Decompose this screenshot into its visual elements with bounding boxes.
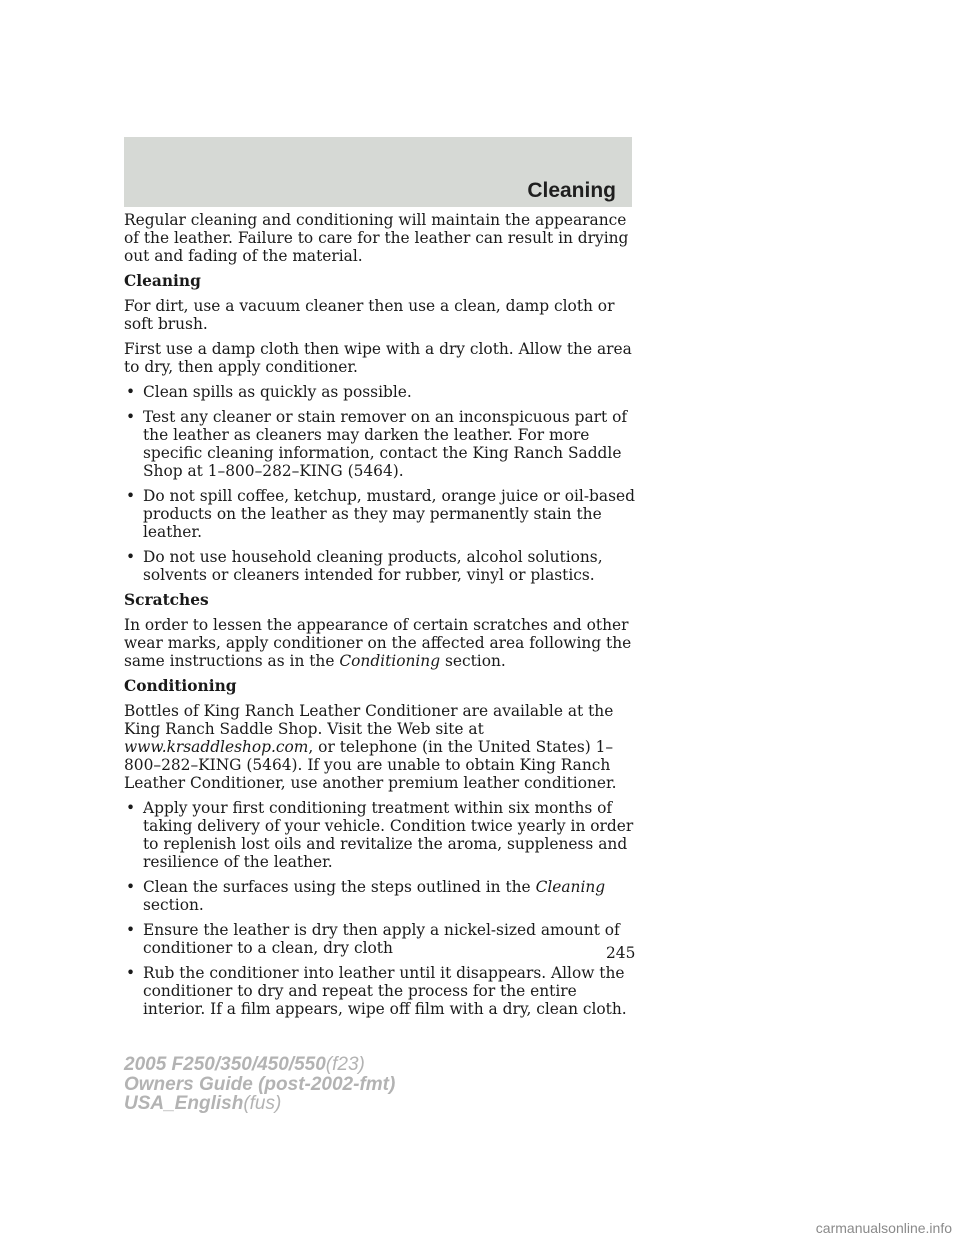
cleaning-heading: Cleaning: [124, 272, 201, 290]
bullet-icon: •: [126, 383, 136, 401]
section-header-band: [124, 137, 632, 207]
bullet-icon: •: [126, 921, 136, 939]
footer-line-3: [124, 1094, 395, 1114]
bullet-icon: •: [126, 408, 136, 426]
bullet-icon: •: [126, 964, 136, 982]
list-item: [124, 921, 636, 957]
list-item: [124, 878, 636, 914]
conditioning-reference: Conditioning: [339, 652, 441, 670]
list-item-text: Ensure the leather is dry then apply a nickel-sized amount of conditioner to a clean, dry cloth: [143, 921, 620, 957]
footer-language-code: (fus): [243, 1093, 282, 1114]
list-item-text: Clean spills as quickly as possible.: [143, 383, 412, 401]
cleaning-paragraph-2: First use a damp cloth then wipe with a dry cloth. Allow the area to dry, then apply conditioner.: [124, 340, 632, 376]
cleaning-bullet-list: [124, 383, 636, 584]
conditioning-paragraph: [124, 702, 636, 792]
footer-line-2: Owners Guide (post-2002-fmt): [124, 1073, 396, 1095]
conditioning-text: Bottles of King Ranch Leather Conditioner are available at the King Ranch Saddle Shop. Visit the Web site at: [124, 702, 614, 738]
conditioning-text-end: , or telephone (in the United States) 1–800–282–KING (5464). If you are unable to obtain King Ranch Leather Conditioner, use another premium leather conditioner.: [124, 738, 617, 792]
cleaning-paragraph-1: For dirt, use a vacuum cleaner then use a clean, damp cloth or soft brush.: [124, 297, 615, 333]
list-item-text: Apply your first conditioning treatment within six months of taking delivery of your vehicle. Condition twice yearly in order to replenish lost oils and revitalize the aroma, suppleness and resilience of the leather.: [143, 799, 634, 871]
page-content: [124, 211, 636, 1025]
scratches-text: In order to lessen the appearance of certain scratches and other wear marks, apply conditioner on the affected area following the same instructions as in the: [124, 616, 632, 670]
list-item-text: Do not use household cleaning products, alcohol solutions, solvents or cleaners intended for rubber, vinyl or plastics.: [143, 548, 603, 584]
scratches-heading: Scratches: [124, 591, 209, 609]
document-footer: [124, 1055, 395, 1114]
bullet-icon: •: [126, 799, 136, 817]
section-title: Cleaning: [527, 179, 616, 202]
list-item-text: Do not spill coffee, ketchup, mustard, orange juice or oil-based products on the leather as they may permanently stain the leather.: [143, 487, 635, 541]
list-item: [124, 487, 636, 541]
cleaning-reference: Cleaning: [535, 878, 606, 896]
list-item-text: Rub the conditioner into leather until it disappears. Allow the conditioner to dry and repeat the process for the entire interior. If a film appears, wipe off film with a dry, clean cloth.: [143, 964, 627, 1018]
scratches-paragraph: [124, 616, 636, 670]
list-item: [124, 383, 636, 401]
bullet-icon: •: [126, 548, 136, 566]
scratches-text-end: section.: [444, 652, 506, 670]
bullet-icon: •: [126, 487, 136, 505]
footer-model-code: (f23): [325, 1054, 365, 1075]
list-item: [124, 799, 636, 871]
list-item: [124, 964, 636, 1018]
list-item: [124, 408, 636, 480]
list-item: [124, 548, 636, 584]
list-item-text: Clean the surfaces using the steps outlined in the: [143, 878, 531, 896]
list-item-text-end: section.: [143, 896, 204, 914]
page-number: 245: [606, 944, 636, 962]
intro-paragraph: Regular cleaning and conditioning will maintain the appearance of the leather. Failure to care for the leather can result in drying out and fading of the material.: [124, 211, 629, 265]
website-link[interactable]: www.krsaddleshop.com: [124, 738, 309, 756]
list-item-text: Test any cleaner or stain remover on an inconspicuous part of the leather as cleaners may darken the leather. For more specific cleaning information, contact the King Ranch Saddle Shop at 1–800–282–KING (5464).: [143, 408, 628, 480]
site-watermark: carmanualsonline.info: [815, 1220, 952, 1236]
bullet-icon: •: [126, 878, 136, 896]
footer-language: USA_English: [124, 1093, 244, 1114]
footer-line-1: [124, 1055, 395, 1075]
conditioning-heading: Conditioning: [124, 677, 237, 695]
footer-model: 2005 F250/350/450/550: [124, 1054, 326, 1075]
conditioning-bullet-list: [124, 799, 636, 1018]
